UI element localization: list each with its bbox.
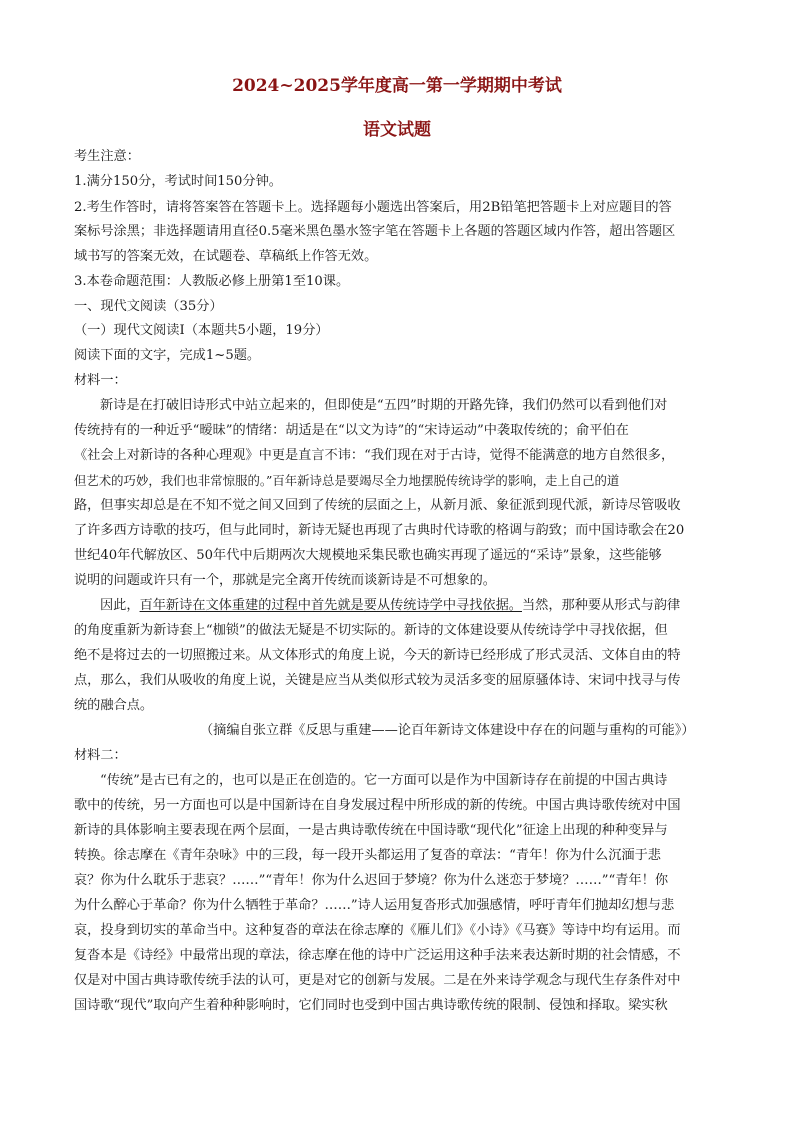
material-1-p2-line-1 [100, 597, 680, 615]
notice-heading: 考生注意： [74, 149, 140, 164]
material-1-label: 材料一： [74, 373, 127, 388]
material-1-p2-line-2: 的角度重新为新诗套上“枷锁”的做法无疑是不切实际的。新诗的文体建设要从传统诗学中寻找依据，但 [74, 623, 668, 638]
notice-item-2-line-3: 域书写的答案无效，在试题卷、草稿纸上作答无效。 [74, 249, 378, 264]
material-1-p1-line-3: 《社会上对新诗的各种心理观》中更是直言不讳：“我们现在对于古诗，觉得不能满意的地方自然很多， [74, 448, 675, 463]
notice-item-1: 1.满分150分，考试时间150分钟。 [74, 174, 282, 189]
material-2-line-9: 仅是对中国古典诗歌传统手法的认可，更是对它的创新与发展。二是在外来诗学观念与现代生存条件对中 [74, 973, 681, 988]
notice-item-2-line-2: 案标号涂黑；非选择题请用直径0.5毫米黑色墨水签字笔在答题卡上各题的答题区域内作答，超出答题区 [74, 224, 676, 239]
material-1-p2-line-4: 点，那么，我们从吸收的角度上说，关键是应当从类似形式较为灵活多变的屈原骚体诗、宋词中找寻与传 [74, 673, 681, 688]
material-2-line-7: 哀，投身到切实的革命当中。这种复沓的章法在徐志摩的《雁儿们》《小诗》《马赛》等诗中均有运用。而 [74, 923, 681, 938]
material-1-p1-line-2: 传统持有的一种近乎“暧昧”的情绪：胡适是在“以文为诗”的“宋诗运动”中袭取传统的；俞平伯在 [74, 423, 629, 438]
material-1-p1-line-6: 了许多西方诗歌的技巧，但与此同时，新诗无疑也再现了古典时代诗歌的格调与韵致；而中国诗歌会在20 [74, 523, 685, 538]
material-1-source: （摘编自张立群《反思与重建——论百年新诗文体建设中存在的问题与重构的可能》） [200, 723, 695, 738]
material-2-line-3: 新诗的具体影响主要表现在两个层面，一是古典诗歌传统在中国诗歌“现代化”征途上出现的种种变异与 [74, 823, 668, 838]
material-2-line-1: “传统”是古已有之的，也可以是正在创造的。它一方面可以是作为中国新诗存在前提的中国古典诗 [100, 773, 668, 788]
reading-instruction: 阅读下面的文字，完成1~5题。 [74, 348, 261, 363]
material-2-line-8: 复沓本是《诗经》中最常出现的章法，徐志摩在他的诗中广泛运用这种手法来表达新时期的社会情感，不 [74, 948, 681, 963]
material-1-p2-lead: 因此， [100, 598, 140, 613]
material-2-line-10: 国诗歌“现代”取向产生着种种影响时，它们同时也受到中国古典诗歌传统的限制、侵蚀和择取。梁实秋 [74, 998, 668, 1013]
section-heading: 一、现代文阅读（35分） [74, 299, 223, 314]
subsection-heading: （一）现代文阅读Ⅰ（本题共5小题，19分） [74, 323, 329, 338]
material-1-p1-line-8: 说明的问题或许只有一个，那就是完全离开传统而谈新诗是不可想象的。 [74, 573, 496, 588]
material-1-p1-line-4: 但艺术的巧妙，我们也非常惊服的。”百年新诗总是要竭尽全力地摆脱传统诗学的影响，走上自己的道 [74, 473, 620, 488]
material-1-p1-line-5: 路，但事实却总是在不知不觉之间又回到了传统的层面之上，从新月派、象征派到现代派，新诗尽管吸收 [74, 498, 681, 513]
exam-subtitle: 语文试题 [363, 120, 431, 140]
material-2-line-4: 转换。徐志摩在《青年杂咏》中的三段，每一段开头都运用了复沓的章法：“青年！你为什么沉湎于悲 [74, 848, 661, 863]
material-2-line-5: 哀？你为什么耽乐于悲哀？……”“青年！你为什么迟回于梦境？你为什么迷恋于梦境？……”“青年！你 [74, 873, 669, 888]
material-1-p2-tail: 当然，那种要从形式与韵律 [522, 598, 681, 613]
material-1-p2-line-3: 绝不是将过去的一切照搬过来。从文体形式的角度上说，今天的新诗已经形成了形式灵活、文体自由的特 [74, 648, 681, 663]
underlined-key-sentence: 百年新诗在文体重建的过程中首先就是要从传统诗学中寻找依据。 [139, 598, 522, 613]
material-1-p2-line-5: 统的融合点。 [74, 698, 154, 713]
material-2-label: 材料二： [74, 748, 127, 763]
exam-title: 2024~2025学年度高一第一学期期中考试 [232, 76, 562, 96]
notice-item-2-line-1: 2.考生作答时，请将答案答在答题卡上。选择题每小题选出答案后，用2B铅笔把答题卡上对应题目的答 [74, 200, 672, 215]
material-2-line-2: 歌中的传统，另一方面也可以是中国新诗在自身发展过程中所形成的新的传统。中国古典诗歌传统对中国 [74, 798, 681, 813]
material-1-p1-line-1: 新诗是在打破旧诗形式中站立起来的，但即使是“五四”时期的开路先锋，我们仍然可以看到他们对 [100, 398, 668, 413]
material-1-p1-line-7: 世纪40年代解放区、50年代中后期两次大规模地采集民歌也确实再现了遥远的“采诗”景象，这些能够 [74, 548, 662, 563]
notice-item-3: 3.本卷命题范围：人教版必修上册第1至10课。 [74, 274, 350, 289]
material-2-line-6: 为什么醉心于革命？你为什么牺牲于革命？……”诗人运用复沓形式加强感情，呼吁青年们抛却幻想与悲 [74, 898, 675, 913]
